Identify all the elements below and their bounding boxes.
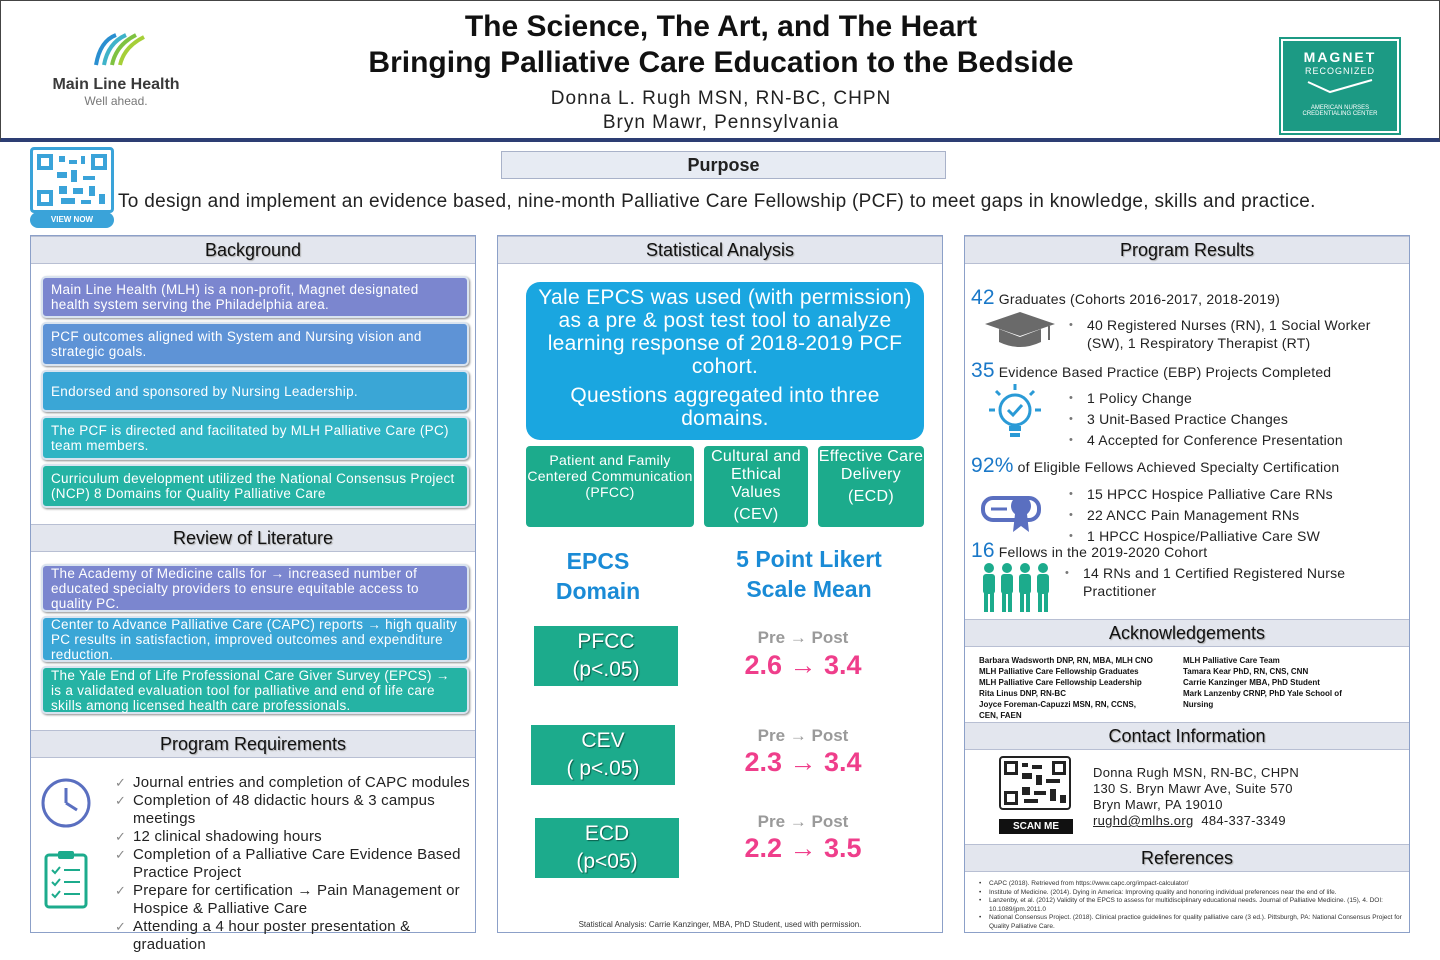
acknowledgements-left <box>979 655 1153 721</box>
epcs-domain-header-line2: Domain <box>555 578 641 604</box>
result-text: Fellows in the 2019-2020 Cohort <box>998 544 1208 560</box>
ebp-list <box>1067 388 1387 451</box>
people-group-icon <box>981 562 1051 614</box>
ack-entry: Barbara Wadsworth DNP, RN, MBA, MLH CNO <box>979 656 1153 665</box>
result-domain: PFCC <box>577 630 635 653</box>
magnet-recognized-badge <box>1281 39 1399 133</box>
result-item: • 14 RNs and 1 Certified Registered Nurse Practitioner <box>1063 564 1363 600</box>
result-item: • 4 Accepted for Conference Presentation <box>1067 430 1387 451</box>
background-item-text: PCF outcomes aligned with System and Nursing vision and strategic goals. <box>51 329 422 359</box>
qr-code-icon <box>37 154 107 206</box>
title-block <box>251 9 1191 135</box>
left-column <box>30 235 476 953</box>
pre-post-value: 2.3 → 3.4 <box>744 747 862 777</box>
clock-icon <box>39 776 93 830</box>
domain-abbr: (CEV) <box>733 506 779 523</box>
requirement-item: ✓ Completion of 48 didactic hours & 3 campus meetings <box>113 792 473 828</box>
background-heading: Background <box>31 236 475 264</box>
result-item: • 22 ANCC Pain Management RNs <box>1067 505 1387 526</box>
contact-email-link[interactable]: rughd@mlhs.org <box>1093 813 1194 828</box>
domain-abbr: (ECD) <box>848 488 894 505</box>
references-heading: References <box>965 844 1409 872</box>
stats-credit: Statistical Analysis: Carrie Kanzinger, MBA, PhD Student, used with permission. <box>578 920 862 929</box>
contact-address-line1: 130 S. Bryn Mawr Ave, Suite 570 <box>1093 781 1293 796</box>
pre-post-label: Pre → Post <box>757 812 849 831</box>
acknowledgements-heading: Acknowledgements <box>965 619 1409 647</box>
domain-tile-cev <box>704 446 808 527</box>
domain-name: Patient and Family Centered Communication <box>527 452 693 484</box>
contact-name: Donna Rugh MSN, RN-BC, CHPN <box>1093 765 1300 780</box>
view-now-button[interactable]: VIEW NOW <box>30 212 114 228</box>
background-item-text: Endorsed and sponsored by Nursing Leadership. <box>51 383 358 399</box>
result-ebp-projects <box>971 359 1331 383</box>
certification-list <box>1067 484 1387 547</box>
mlh-waves-icon <box>86 29 146 67</box>
requirement-item: ✓ Journal entries and completion of CAPC modules <box>113 774 473 792</box>
ack-entry: Carrie Kanzinger MBA, PhD Student <box>1183 678 1320 687</box>
reference-item: • CAPC (2018). Retrieved from https://www.capc.org/impact-calculator/ <box>979 880 1403 889</box>
background-item <box>41 322 469 366</box>
requirements-list <box>113 774 473 954</box>
result-p-value: (p<05) <box>576 850 638 873</box>
qr-code-icon <box>1004 761 1066 805</box>
diploma-icon <box>977 488 1053 534</box>
scan-me-label: SCAN ME <box>999 819 1073 834</box>
result-domain: ECD <box>584 822 630 845</box>
author-name: Donna L. Rugh MSN, RN-BC, CHPN <box>550 88 892 109</box>
reference-item: • Lanzenby, et al. (2012) Validity of the EPCS to assess for multidisciplinary educational needs. Journal of Palliative Medicine. (15), 4. DOI: 10.1089/jpm.2011.0 <box>979 897 1403 914</box>
result-domain: CEV <box>581 729 625 752</box>
reference-item: • Institute of Medicine. (2014). Dying in America: Improving quality and honoring individual preferences near the end of life. <box>979 889 1403 898</box>
domain-tile-ecd <box>818 446 924 527</box>
result-number: 35 <box>971 359 995 382</box>
middle-column <box>497 235 943 933</box>
result-text: Evidence Based Practice (EBP) Projects Completed <box>998 364 1332 380</box>
domain-abbr: (PFCC) <box>585 484 635 500</box>
pre-post-label: Pre → Post <box>757 628 849 647</box>
mlh-logo-tagline: Well ahead. <box>84 94 148 108</box>
literature-item <box>41 616 469 662</box>
cohort-list <box>1063 564 1363 600</box>
purpose-text: To design and implement an evidence based, nine-month Palliative Care Fellowship (PCF) to meet gaps in knowledge, skills and practice. <box>118 191 1316 212</box>
graduates-list <box>1067 316 1387 352</box>
background-item <box>41 276 469 318</box>
background-item <box>41 464 469 508</box>
epcs-domain-header-line1: EPCS <box>566 548 630 574</box>
magnet-badge-subtitle: RECOGNIZED <box>1304 66 1375 76</box>
pre-post-label: Pre → Post <box>757 726 849 745</box>
result-item: • 1 HPCC Hospice/Palliative Care SW <box>1067 526 1387 547</box>
requirement-item: ✓ 12 clinical shadowing hours <box>113 828 473 846</box>
result-certification <box>971 454 1339 478</box>
author-location: Bryn Mawr, Pennsylvania <box>602 112 840 133</box>
requirement-item: ✓ Attending a 4 hour poster presentation & graduation <box>113 918 473 954</box>
literature-item-text: The Academy of Medicine calls for → increased number of educated specialty providers to ensure equitable access to quality PC. <box>51 565 419 611</box>
stats-heading: Statistical Analysis <box>498 236 942 264</box>
magnet-badge-org: AMERICAN NURSES <box>1310 105 1370 111</box>
ack-entry: Mark Lanzenby CRNP, PhD Yale School of <box>1183 689 1342 698</box>
stats-intro-box <box>526 282 924 440</box>
ack-entry: Rita Linus DNP, RN-BC <box>979 689 1066 698</box>
requirement-item: ✓ Prepare for certification → Pain Management or Hospice & Palliative Care <box>113 882 473 918</box>
contact-heading: Contact Information <box>965 722 1409 750</box>
results-heading: Program Results <box>965 236 1409 264</box>
background-item-text: Main Line Health (MLH) is a non-profit, Magnet designated health system serving the Philadelphia area. <box>51 282 419 312</box>
contact-qr-code[interactable] <box>999 756 1071 810</box>
lightbulb-check-icon <box>981 382 1049 448</box>
literature-item-text: Center to Advance Palliative Care (CAPC) reports → high quality PC results in satisfaction, improved outcomes and expenditure reduction. <box>51 616 458 662</box>
requirements-heading: Program Requirements <box>31 730 475 758</box>
literature-heading: Review of Literature <box>31 524 475 552</box>
result-cohort <box>971 539 1207 563</box>
ack-entry: Joyce Foreman-Capuzzi MSN, RN, CCNS, <box>979 700 1136 709</box>
result-text: Graduates (Cohorts 2016-2017, 2018-2019) <box>998 291 1280 307</box>
domain-name: Cultural and Ethical Values <box>711 448 801 501</box>
literature-item <box>41 666 469 714</box>
result-item: • 1 Policy Change <box>1067 388 1387 409</box>
acknowledgements-right <box>1183 655 1342 710</box>
contact-phone: 484-337-3349 <box>1201 813 1286 828</box>
likert-scale-header <box>714 544 904 604</box>
result-item: • 15 HPCC Hospice Palliative Care RNs <box>1067 484 1387 505</box>
main-line-health-logo <box>41 29 191 119</box>
result-tile-pfcc <box>534 626 678 686</box>
likert-scale-header-line2: Scale Mean <box>746 576 872 602</box>
poster-subtitle: Bringing Palliative Care Education to the Bedside <box>368 46 1074 79</box>
background-item <box>41 370 469 412</box>
background-item <box>41 416 469 460</box>
requirement-item: ✓ Completion of a Palliative Care Evidence Based Practice Project <box>113 846 473 882</box>
qr-code-view-now[interactable] <box>30 147 114 213</box>
mlh-logo-name: Main Line Health <box>52 76 180 93</box>
result-tile-ecd <box>535 818 679 878</box>
stats-intro-text: Yale EPCS was used (with permission) as a pre & post test tool to analyze learning response of 2018-2019 PCF cohort. <box>538 286 912 378</box>
references-list <box>979 880 1403 931</box>
graduation-cap-icon <box>983 310 1057 350</box>
checklist-icon <box>43 850 89 910</box>
result-graduates <box>971 286 1280 310</box>
background-item-text: Curriculum development utilized the National Consensus Project (NCP) 8 Domains for Quality Palliative Care <box>51 471 455 501</box>
result-text: of Eligible Fellows Achieved Specialty Certification <box>1017 459 1340 475</box>
result-number: 42 <box>971 286 995 309</box>
right-column <box>964 235 1410 933</box>
result-number: 92% <box>971 454 1014 477</box>
ack-entry: Tamara Kear PhD, RN, CNS, CNN <box>1183 667 1309 676</box>
ack-entry: MLH Palliative Care Team <box>1183 656 1280 665</box>
pre-post-value: 2.2 → 3.5 <box>744 833 862 863</box>
domain-name: Effective Care Delivery <box>818 448 924 483</box>
magnet-badge-center: CREDENTIALING CENTER <box>1302 111 1378 117</box>
ack-entry: MLH Palliative Care Fellowship Graduates <box>979 667 1139 676</box>
purpose-heading: Purpose <box>501 151 946 179</box>
contact-info <box>1093 765 1299 829</box>
ack-entry: Nursing <box>1183 700 1214 709</box>
result-item: • 3 Unit-Based Practice Changes <box>1067 409 1387 430</box>
result-p-value: (p<.05) <box>572 658 640 681</box>
ack-entry: MLH Palliative Care Fellowship Leadership <box>979 678 1142 687</box>
epcs-domain-header <box>528 546 668 606</box>
literature-item <box>41 564 469 612</box>
result-item: • 40 Registered Nurses (RN), 1 Social Worker (SW), 1 Respiratory Therapist (RT) <box>1067 316 1387 352</box>
ack-entry: CEN, FAEN <box>979 711 1022 720</box>
reference-item: • National Consensus Project. (2018). Clinical practice guidelines for quality palliative care (3 ed.). Pittsburgh, PA: National Consensus Project for Quality Palliative Care. <box>979 914 1403 931</box>
result-p-value: ( p<.05) <box>566 757 640 780</box>
background-item-text: The PCF is directed and facilitated by MLH Palliative Care (PC) team members. <box>51 423 449 453</box>
literature-item-text: The Yale End of Life Professional Care Giver Survey (EPCS) → is a validated evaluation tool for palliative and end of life care skills among licensed health care professionals. <box>51 667 450 713</box>
magnet-check-icon <box>1300 76 1380 96</box>
pre-post-value: 2.6 → 3.4 <box>744 650 862 680</box>
result-tile-cev <box>531 725 675 785</box>
result-number: 16 <box>971 539 995 562</box>
magnet-badge-title: MAGNET <box>1303 49 1377 65</box>
stats-intro-domains: Questions aggregated into three domains. <box>570 384 880 430</box>
likert-scale-header-line1: 5 Point Likert <box>736 546 882 572</box>
poster-title: The Science, The Art, and The Heart <box>464 10 978 43</box>
contact-address-line2: Bryn Mawr, PA 19010 <box>1093 797 1223 812</box>
poster-header <box>0 0 1440 142</box>
domain-tile-pfcc <box>526 446 694 527</box>
